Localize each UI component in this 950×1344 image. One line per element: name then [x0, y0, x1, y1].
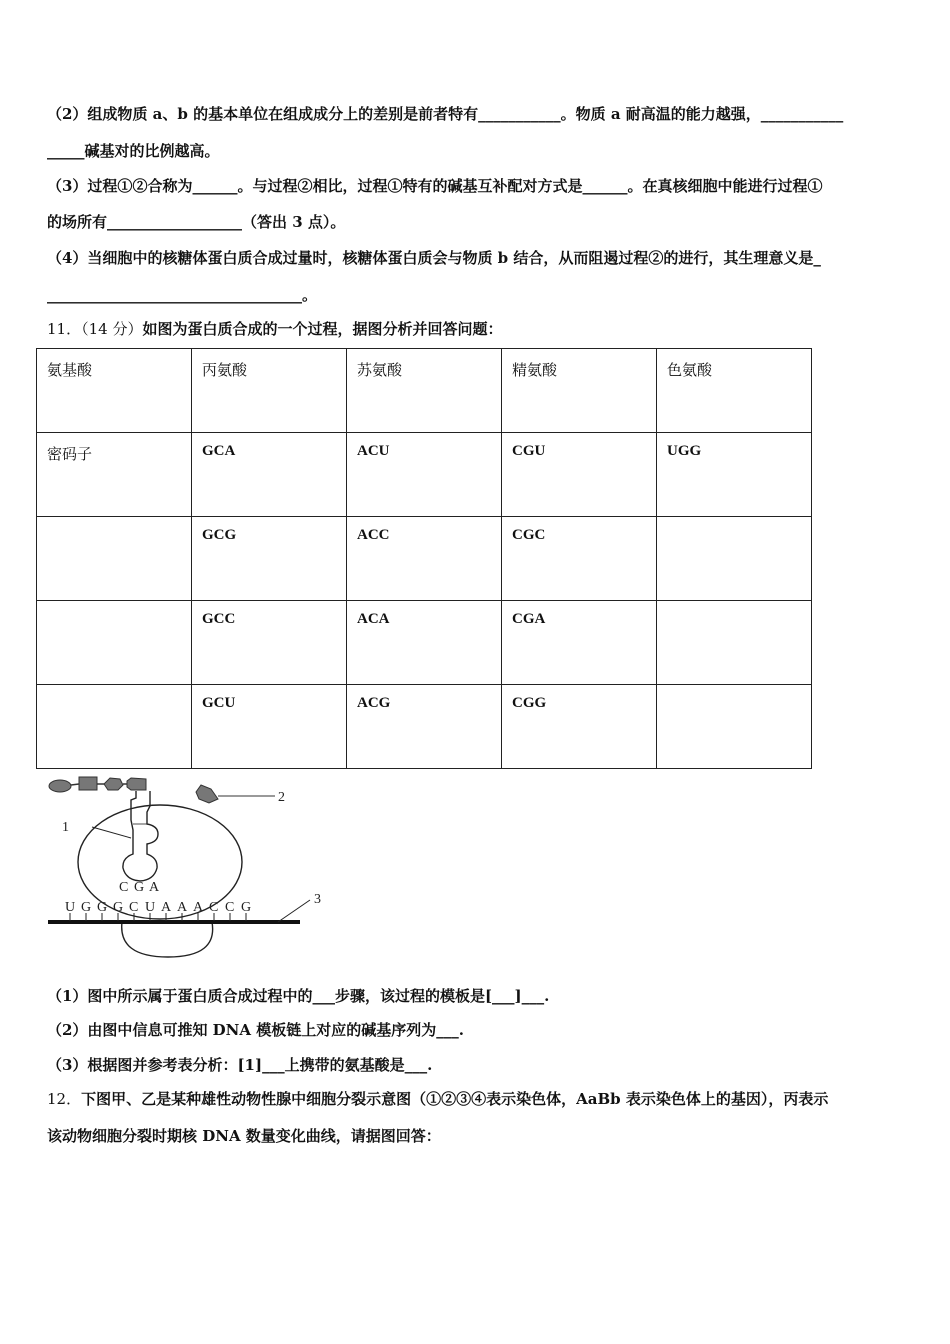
table-header-cell: 苏氨酸 — [347, 349, 502, 433]
table-cell: 密码子 — [37, 433, 192, 517]
q11-number: 11．（14 分） — [47, 320, 143, 338]
q11-stem — [47, 318, 502, 339]
table-header-cell: 色氨酸 — [657, 349, 812, 433]
table-header-cell: 精氨酸 — [502, 349, 657, 433]
amino-acid-shape — [127, 778, 146, 790]
amino-acid-shape — [104, 778, 123, 790]
anticodon-base: G — [134, 880, 145, 895]
mrna-bases — [65, 900, 251, 921]
table-row — [37, 685, 812, 769]
table-cell — [657, 685, 812, 769]
table-row — [37, 601, 812, 685]
table-cell: ACC — [347, 517, 502, 601]
table-cell: UGG — [657, 433, 812, 517]
label-1-leader — [92, 827, 131, 838]
mrna-base: A — [161, 900, 172, 915]
anticodon-base: C — [119, 880, 129, 895]
table-cell: CGA — [502, 601, 657, 685]
q10-part3-line2: 的场所有__________________（答出 3 点）。 — [47, 213, 346, 231]
amino-acid-shape — [79, 777, 97, 790]
q12-stem-line1 — [47, 1088, 828, 1109]
table-header-cell: 氨基酸 — [37, 349, 192, 433]
table-cell: CGU — [502, 433, 657, 517]
table-cell: ACA — [347, 601, 502, 685]
mrna-base: U — [65, 900, 76, 915]
mrna-base: C — [129, 900, 139, 915]
amino-acid-shape — [49, 780, 71, 792]
q10-part2-line2: _____碱基对的比例越高。 — [47, 142, 220, 160]
label-3-leader — [278, 900, 310, 922]
table-cell: GCG — [192, 517, 347, 601]
mrna-base: G — [241, 900, 252, 915]
q10-part3-line1: （3）过程①②合称为______。与过程②相比，过程①特有的碱基互补配对方式是______。在真核细胞中能进行过程① — [47, 177, 823, 195]
table-row — [37, 517, 812, 601]
table-cell: ACU — [347, 433, 502, 517]
table-cell — [37, 517, 192, 601]
q10-part4-line1: （4）当细胞中的核糖体蛋白质合成过量时，核糖体蛋白质会与物质 b 结合，从而阻遏过程②的进行，其生理意义是_ — [47, 249, 821, 267]
q11-sub2: （2）由图中信息可推知 DNA 模板链上对应的碱基序列为___. — [47, 1021, 464, 1039]
anticodon-base: A — [149, 880, 160, 895]
table-header-cell: 丙氨酸 — [192, 349, 347, 433]
ribosome-small-subunit — [122, 922, 213, 957]
mrna-base: C — [209, 900, 219, 915]
table-cell — [657, 601, 812, 685]
table-cell: CGC — [502, 517, 657, 601]
q12-number: 12． — [47, 1090, 82, 1108]
table-cell: CGG — [502, 685, 657, 769]
q11-sub3: （3）根据图并参考表分析：[1]___上携带的氨基酸是___. — [47, 1056, 433, 1074]
mrna-base: G — [81, 900, 92, 915]
q11-sub1: （1）图中所示属于蛋白质合成过程中的___步骤，该过程的模板是[___]___. — [47, 987, 550, 1005]
table-header-row — [37, 349, 812, 433]
table-row — [37, 433, 812, 517]
label-3: 3 — [314, 892, 321, 907]
q10-part4-line2: __________________________________。 — [47, 286, 318, 304]
label-2: 2 — [278, 790, 285, 805]
table-cell — [37, 601, 192, 685]
q12-stem-text: 下图甲、乙是某种雄性动物性腺中细胞分裂示意图（①②③④表示染色体，AaBb 表示染色体上的基因），丙表示 — [81, 1090, 829, 1108]
table-cell — [37, 685, 192, 769]
mrna-base: G — [113, 900, 124, 915]
q10-part2-line1: （2）组成物质 a、b 的基本单位在组成成分上的差别是前者特有___________。物质 a 耐高温的能力越强，___________ — [47, 105, 844, 123]
free-amino-acid — [196, 785, 218, 803]
table-cell: GCU — [192, 685, 347, 769]
label-1: 1 — [62, 820, 69, 835]
q11-stem-text: 如图为蛋白质合成的一个过程，据图分析并回答问题： — [142, 320, 503, 338]
peptide-bond — [71, 784, 79, 785]
mrna-base: C — [225, 900, 235, 915]
mrna-base: A — [193, 900, 204, 915]
mrna-base: G — [97, 900, 108, 915]
table-cell: GCA — [192, 433, 347, 517]
table-cell: GCC — [192, 601, 347, 685]
q12-stem-line2: 该动物细胞分裂时期核 DNA 数量变化曲线，请据图回答： — [47, 1127, 441, 1145]
translation-figure — [40, 772, 340, 960]
mrna-base: A — [177, 900, 188, 915]
codon-table — [36, 348, 812, 769]
table-cell — [657, 517, 812, 601]
table-cell: ACG — [347, 685, 502, 769]
mrna-base: U — [145, 900, 156, 915]
